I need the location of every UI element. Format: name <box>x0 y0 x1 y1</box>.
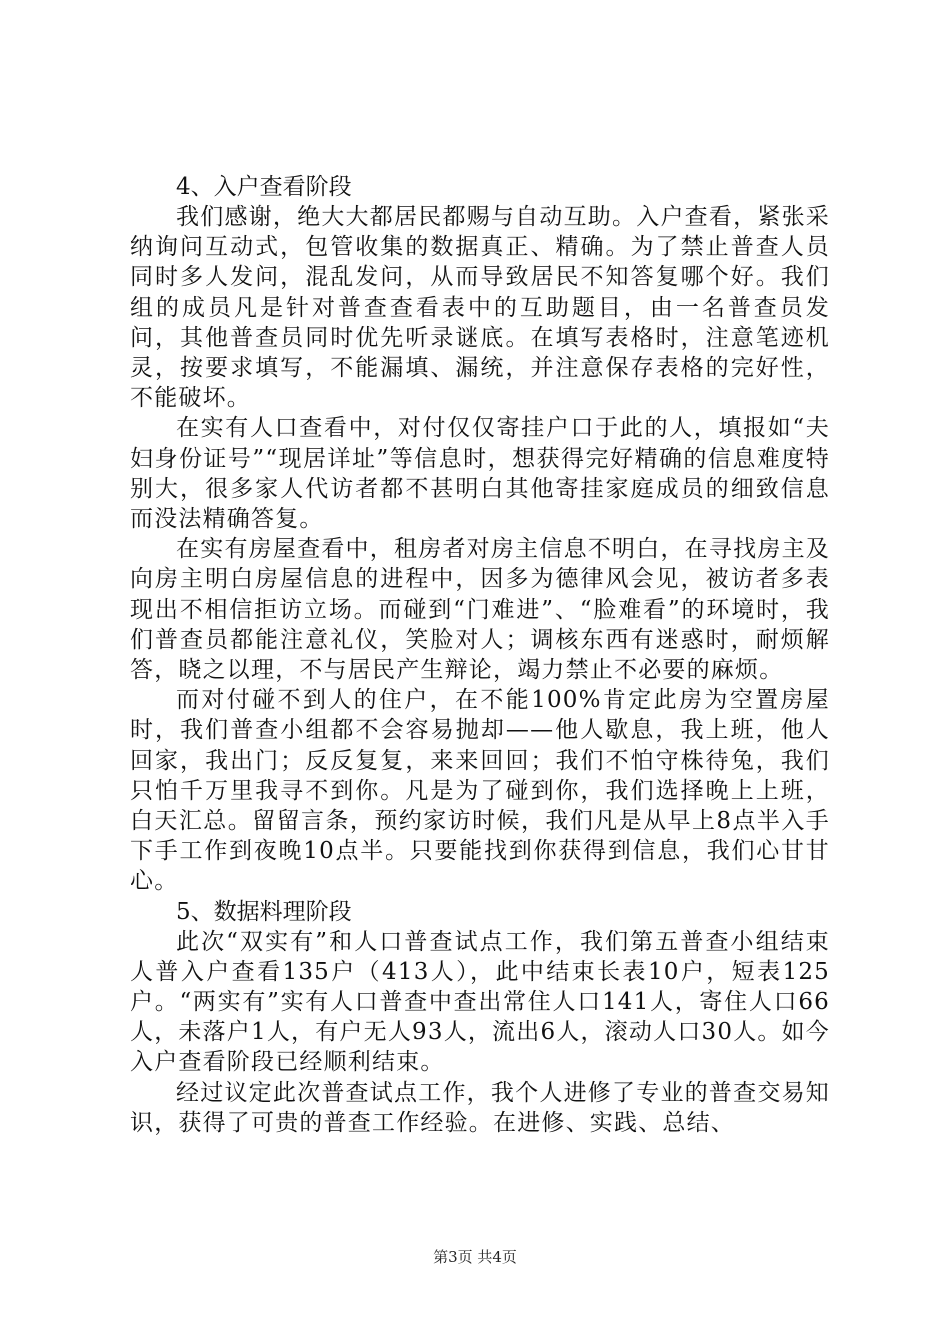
page-footer: 第3页 共4页 <box>433 1248 517 1266</box>
paragraph: 在实有房屋查看中，租房者对房主信息不明白，在寻找房主及向房主明白房屋信息的进程中，因多为德律风会见，被访者多表现出不相信拒访立场。而碰到“门难进”、“脸难看”的环境时，我们普查员都能注意礼仪，笑脸对人；调核东西有迷惑时，耐烦解答，晓之以理，不与居民产生辩论，竭力禁止不必要的麻烦。 <box>130 536 830 684</box>
section-heading-4: 4、入户查看阶段 <box>176 174 352 200</box>
paragraph: 经过议定此次普查试点工作，我个人进修了专业的普查交易知识，获得了可贵的普查工作经验。在进修、实践、总结、 <box>130 1079 830 1136</box>
paragraph: 在实有人口查看中，对付仅仅寄挂户口于此的人，填报如“夫妇身份证号”“现居详址”等信息时，想获得完好精确的信息难度特别大，很多家人代访者都不甚明白其他寄挂家庭成员的细致信息而没法精确答复。 <box>130 415 830 533</box>
paragraph: 我们感谢，绝大大都居民都赐与自动互助。入户查看，紧张采纳询问互动式，包管收集的数据真正、精确。为了禁止普查人员同时多人发问，混乱发问，从而导致居民不知答复哪个好。我们组的成员凡是针对普查查看表中的互助题目，由一名普查员发问，其他普查员同时优先听录谜底。在填写表格时，注意笔迹机灵，按要求填写，不能漏填、漏统，并注意保存表格的完好性，不能破坏。 <box>130 204 830 412</box>
paragraph: 而对付碰不到人的住户，在不能100%肯定此房为空置房屋时，我们普查小组都不会容易抛却——他人歇息，我上班，他人回家，我出门；反反复复，来来回回；我们不怕守株待兔，我们只怕千万里我寻不到你。凡是为了碰到你，我们选择晚上上班，白天汇总。留留言条，预约家访时候，我们凡是从早上8点半入手下手工作到夜晚10点半。只要能找到你获得到信息，我们心甘甘心。 <box>130 687 830 895</box>
paragraph: 此次“双实有”和人口普查试点工作，我们第五普查小组结束人普入户查看135户（413人），此中结束长表10户，短表125户。“两实有”实有人口普查中查出常住人口141人，寄住人口66人，未落户1人，有户无人93人，流出6人，滚动人口30人。如今入户查看阶段已经顺利结束。 <box>130 928 830 1076</box>
document-body <box>130 172 830 1138</box>
section-heading-5: 5、数据料理阶段 <box>176 898 352 925</box>
